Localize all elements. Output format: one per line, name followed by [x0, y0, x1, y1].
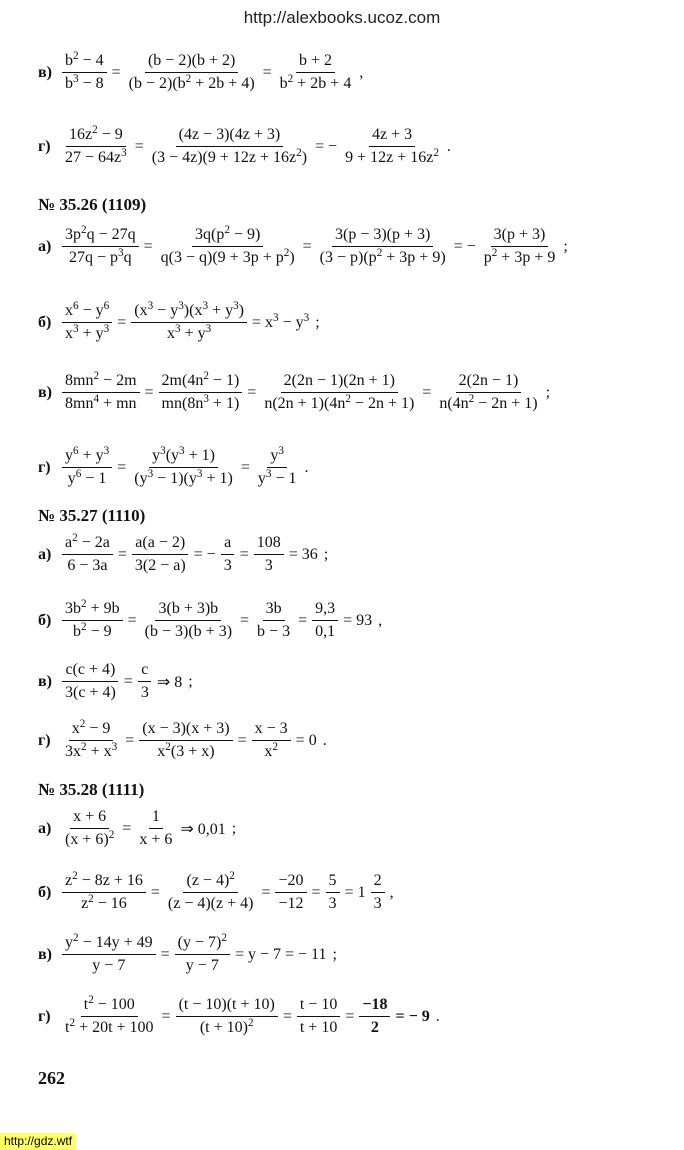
item-label: б) — [38, 883, 52, 901]
section-title: № 35.27 (1110) — [38, 506, 146, 525]
equation-row: в) $\frac{y^2 - 14y + 49}{y - 7}$ = $\frac{(y - 7)^2}{y - 7}$ = y − 7 = − 11 ; — [38, 931, 337, 975]
item-label: в) — [38, 63, 52, 81]
item-label: г) — [38, 731, 51, 749]
item-label: в) — [38, 672, 52, 690]
section-title: № 35.28 (1111) — [38, 780, 145, 799]
item-label: в) — [38, 945, 52, 963]
item-label: б) — [38, 313, 52, 331]
equation-row: б) $\frac{x^6 - y^6}{x^3 + y^3}$ = $\frac{(x^3 - y^3)(x^3 + y^3)}{x^3 + y^3}$ = $x^3 - y^3$ ; — [38, 299, 320, 343]
page-number: 262 — [38, 1068, 65, 1088]
equation-row: б) $\frac{z^2 - 8z + 16}{z^2 - 16}$ = $\frac{(z - 4)^2}{(z - 4)(z + 4)}$ = $\frac{-20}{-12}$ = $\frac{5}{3}$ = 1 2 3 , — [38, 869, 394, 913]
item-label: в) — [38, 383, 52, 401]
equation-row: в) $\frac{b^2 - 4}{b^3 - 8}$ = $\frac{(b - 2)(b + 2)}{(b - 2)(b^2 + 2b + 4)}$ = $\frac{b + 2}{b^2 + 2b + 4}$ , — [38, 49, 364, 93]
item-label: г) — [38, 137, 51, 155]
item-label: б) — [38, 611, 52, 629]
site-url: http://alexbooks.ucoz.com — [243, 8, 441, 27]
item-label: а) — [38, 237, 52, 255]
equation-row: а) $\frac{a^2 - 2a}{6 - 3a}$ = $\frac{a(a - 2)}{3(2 - a)}$ = − $\frac{a}{3}$ = $\frac{108}{3}$ = 36 ; — [38, 531, 329, 575]
watermark-link[interactable]: http://gdz.wtf — [0, 1133, 76, 1150]
section-title: № 35.26 (1109) — [38, 195, 147, 214]
equation-row: б) $\frac{3b^2 + 9b}{b^2 - 9}$ = $\frac{3(b + 3)b}{(b - 3)(b + 3)}$ = $\frac{3b}{b - 3}$ = $\frac{9,3}{0,1}$ = 93 , — [38, 597, 383, 641]
item-label: а) — [38, 545, 52, 563]
equation-row: г) $\frac{16z^2 - 9}{27 - 64z^3}$ = $\frac{(4z - 3)(4z + 3)}{(3 - 4z)(9 + 12z + 16z^2)}$ = − $\frac{4z + 3}{9 + 12z + 16z^2}$ . — [38, 123, 451, 167]
item-label: г) — [38, 458, 51, 476]
equation-row: г) $\frac{y^6 + y^3}{y^6 - 1}$ = $\frac{y^3(y^3 + 1)}{(y^3 - 1)(y^3 + 1)}$ = $\frac{y^3}{y^3 - 1}$ . — [38, 444, 309, 488]
equation-row: г) $\frac{t^2 - 100}{t^2 + 20t + 100}$ = $\frac{(t - 10)(t + 10)}{(t + 10)^2}$ = $\frac{t - 10}{t + 10}$ = $\frac{-18}{2}$ = − 9 . — [38, 993, 440, 1037]
equation-row: г) $\frac{x^2 - 9}{3x^2 + x^3}$ = $\frac{(x - 3)(x + 3)}{x^2(3 + x)}$ = $\frac{x - 3}{x^2}$ = 0 . — [38, 717, 327, 761]
equation-row: в) $\frac{c(c + 4)}{3(c + 4)}$ = $\frac{c}{3}$ ⇒ 8 ; — [38, 661, 193, 702]
item-label: г) — [38, 1007, 51, 1025]
equation-row: в) $\frac{8mn^2 - 2m}{8mn^4 + mn}$ = $\frac{2m(4n^2 - 1)}{mn(8n^3 + 1)}$ = $\frac{2(2n - 1)(2n + 1)}{n(2n + 1)(4n^2 - 2n + 1)}$ = $\frac{2(2n - 1)}{n(4n^2 - 2n + 1)}$ ; — [38, 369, 551, 413]
equation-row: а) $\frac{3p^2q - 27q}{27q - p^3q}$ = $\frac{3q(p^2 - 9)}{q(3 - q)(9 + 3p + p^2)}$ = $\frac{3(p - 3)(p + 3)}{(3 - p)(p^2 + 3p + 9)}$ = − $\frac{3(p + 3)}{p^2 + 3p + 9}$ ; — [38, 223, 568, 267]
equation-row: а) $\frac{x + 6}{(x + 6)^2}$ = $\frac{1}{x + 6}$ ⇒ 0,01 ; — [38, 808, 237, 849]
item-label: а) — [38, 819, 52, 837]
